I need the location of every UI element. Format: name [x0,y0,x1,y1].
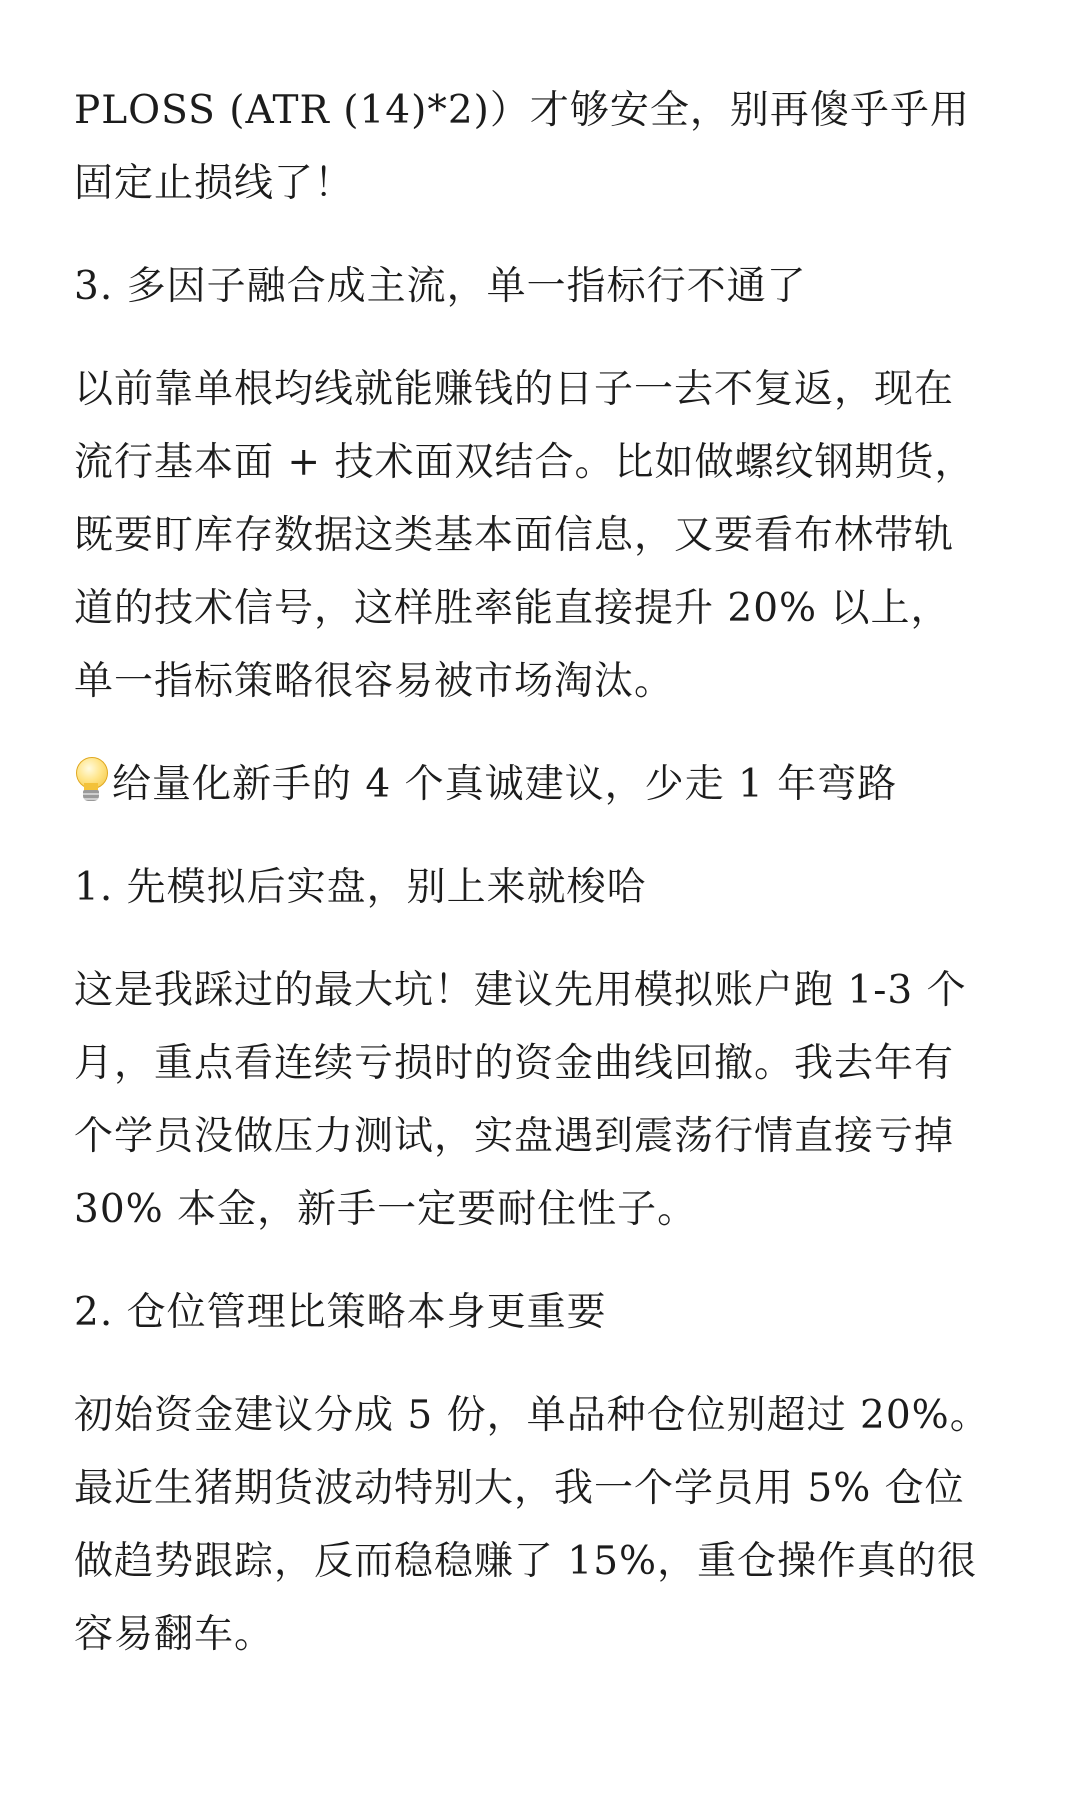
tip-2-body-line1: 初始资金建议分成 5 份，单品种仓位别超过 20%。 [74,1393,990,1438]
tips-heading-text: 给量化新手的 4 个真诚建议，少走 1 年弯路 [112,762,898,807]
tip-2-body-line4: 容易翻车。 [74,1612,275,1657]
tip-1-heading: 1. 先模拟后实盘，别上来就梭哈 [74,865,647,910]
paragraph-stoploss-line2: 固定止损线了！ [74,161,355,206]
paragraph-multifactor-line1: 以前靠单根均线就能赚钱的日子一去不复返，现在 [74,367,955,412]
paragraph-multifactor-line4: 道的技术信号，这样胜率能直接提升 20% 以上， [74,586,951,631]
tip-2-body-line2: 最近生猪期货波动特别大，我一个学员用 5% 仓位 [74,1466,965,1511]
tip-1-body-line2: 月，重点看连续亏损时的资金曲线回撤。我去年有 [74,1041,955,1086]
light-bulb-icon [74,757,108,803]
paragraph-stoploss-line1: PLOSS (ATR (14)*2)）才够安全，别再傻乎乎用 [74,88,970,133]
tip-1-body-line3: 个学员没做压力测试，实盘遇到震荡行情直接亏掉 [74,1114,955,1159]
paragraph-multifactor-line2: 流行基本面 + 技术面双结合。比如做螺纹钢期货， [74,440,975,485]
tips-heading [74,748,1014,821]
section-heading-multifactor: 3. 多因子融合成主流，单一指标行不通了 [74,264,807,309]
tip-1-body-line1: 这是我踩过的最大坑！建议先用模拟账户跑 1-3 个 [74,968,967,1013]
tip-1-body-line4: 30% 本金，新手一定要耐住性子。 [74,1187,698,1232]
paragraph-multifactor-line3: 既要盯库存数据这类基本面信息，又要看布林带轨 [74,513,955,558]
article-body [74,74,1014,1671]
paragraph-multifactor-line5: 单一指标策略很容易被市场淘汰。 [74,659,675,704]
tip-2-heading: 2. 仓位管理比策略本身更重要 [74,1290,607,1335]
tip-2-body-line3: 做趋势跟踪，反而稳稳赚了 15%，重仓操作真的很 [74,1539,978,1584]
